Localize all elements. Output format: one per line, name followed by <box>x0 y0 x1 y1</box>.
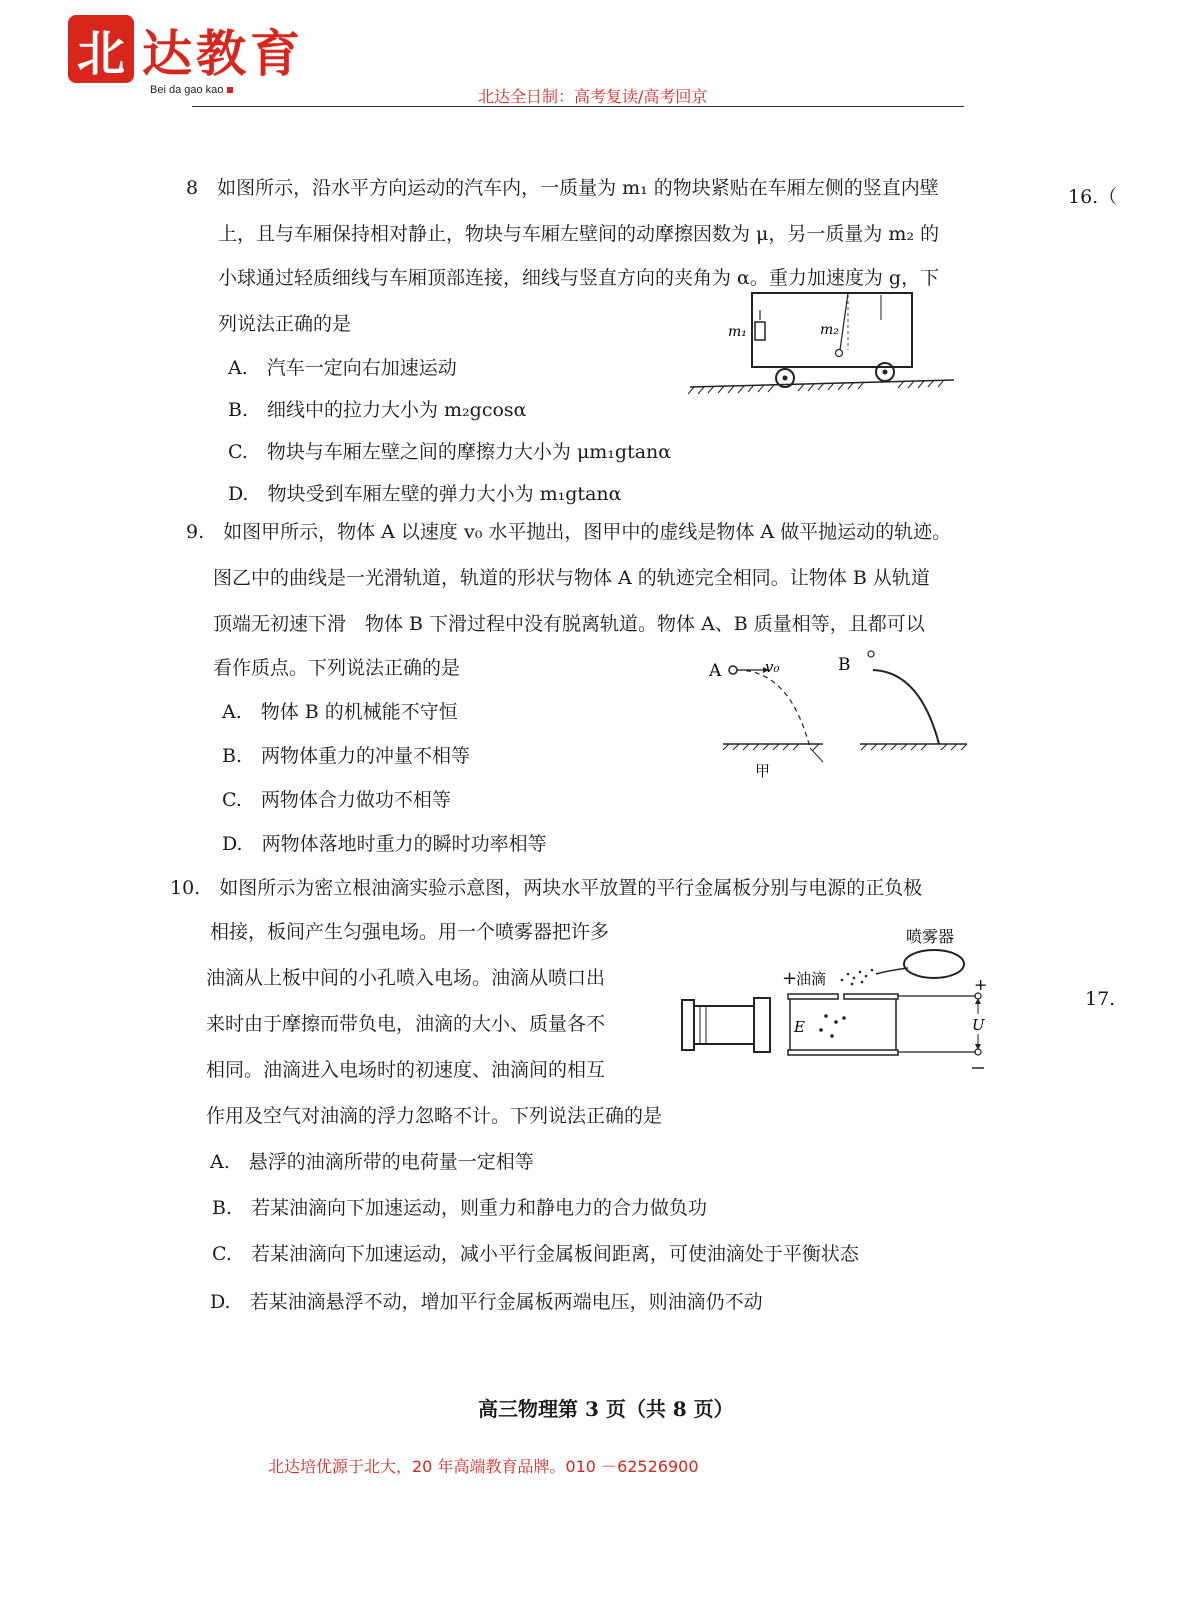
footer-advert: 北达培优源于北大，20 年高端教育品牌。010 －62526900 <box>268 1457 699 1476</box>
q10-label-e: E <box>794 1018 805 1036</box>
q9-option-a: A. 物体 B 的机械能不守恒 <box>222 701 458 723</box>
q10-line-5: 相同。油滴进入电场时的初速度、油滴间的相互 <box>206 1059 606 1081</box>
q10-label-oil: 油滴 <box>796 970 827 988</box>
q8-option-b: B. 细线中的拉力大小为 m₂gcosα <box>228 399 527 421</box>
q8-line-3: 小球通过轻质细线与车厢顶部连接，细线与竖直方向的夹角为 α。重力加速度为 g，下 <box>218 267 940 289</box>
q10-option-d: D. 若某油滴悬浮不动，增加平行金属板两端电压，则油滴仍不动 <box>210 1291 763 1313</box>
q10-line-6: 作用及空气对油滴的浮力忽略不计。下列说法正确的是 <box>206 1105 663 1127</box>
q9-line-3: 顶端无初速下滑 物体 B 下滑过程中没有脱离轨道。物体 A、B 质量相等，且都可以 <box>213 613 925 635</box>
page-number: 高三物理第 3 页（共 8 页） <box>478 1397 734 1421</box>
q10-option-c: C. 若某油滴向下加速运动，减小平行金属板间距离，可使油滴处于平衡状态 <box>212 1243 859 1265</box>
q8-option-c: C. 物块与车厢左壁之间的摩擦力大小为 μm₁gtanα <box>228 441 672 463</box>
q9-label-v0: v₀ <box>765 658 780 676</box>
q8-line-1: 8 如图所示，沿水平方向运动的汽车内，一质量为 m₁ 的物块紧贴在车厢左侧的竖直内壁 <box>186 177 939 199</box>
header-slogan: 北达全日制：高考复读/高考回京 <box>478 87 708 106</box>
q9-line-2: 图乙中的曲线是一光滑轨道，轨道的形状与物体 A 的轨迹完全相同。让物体 B 从轨道 <box>213 567 930 589</box>
q10-millikan-figure <box>676 918 996 1078</box>
q10-label-plus: + <box>782 968 798 989</box>
header-divider <box>192 106 964 107</box>
q9-line-4: 看作质点。下列说法正确的是 <box>213 657 461 679</box>
q10-label-plus-right: + <box>974 975 988 994</box>
q8-label-m1: m₁ <box>728 324 747 340</box>
q10-option-b: B. 若某油滴向下加速运动，则重力和静电力的合力做负功 <box>212 1197 708 1219</box>
q9-line-1: 9. 如图甲所示，物体 A 以速度 v₀ 水平抛出，图甲中的虚线是物体 A 做平抛运动的轨迹。 <box>186 521 952 543</box>
side-number-16: 16.（ <box>1068 186 1118 208</box>
q10-option-a: A. 悬浮的油滴所带的电荷量一定相等 <box>210 1151 534 1173</box>
q8-option-d: D. 物块受到车厢左壁的弹力大小为 m₁gtanα <box>228 483 622 505</box>
q9-option-b: B. 两物体重力的冲量不相等 <box>222 745 471 767</box>
q9-option-c: C. 两物体合力做功不相等 <box>222 789 451 811</box>
q9-projectile-figure <box>705 640 975 785</box>
q9-label-jia: 甲 <box>755 762 771 780</box>
q8-line-2: 上，且与车厢保持相对静止，物块与车厢左壁间的动摩擦因数为 μ，另一质量为 m₂ 的 <box>218 223 940 245</box>
logo-subtitle: Bei da gao kao <box>150 84 233 96</box>
logo-text: 达教育 <box>142 24 304 83</box>
logo-mark: 北 <box>68 15 134 83</box>
q8-line-4: 列说法正确的是 <box>218 313 352 335</box>
q9-label-b: B <box>838 655 851 675</box>
q10-line-4: 来时由于摩擦而带负电，油滴的大小、质量各不 <box>206 1013 606 1035</box>
side-number-17: 17. <box>1085 988 1116 1010</box>
q8-label-m2: m₂ <box>820 322 839 338</box>
q10-line-2: 相接，板间产生匀强电场。用一个喷雾器把许多 <box>210 921 610 943</box>
q9-option-d: D. 两物体落地时重力的瞬时功率相等 <box>222 833 547 855</box>
q8-car-figure <box>688 290 958 402</box>
q10-line-3: 油滴从上板中间的小孔喷入电场。油滴从喷口出 <box>206 967 606 989</box>
q10-label-sprayer: 喷雾器 <box>906 927 955 946</box>
q10-line-1: 10. 如图所示为密立根油滴实验示意图，两块水平放置的平行金属板分别与电源的正负极 <box>170 877 923 899</box>
q8-option-a: A. 汽车一定向右加速运动 <box>228 357 457 379</box>
q9-label-a: A <box>709 661 722 681</box>
q10-label-u: U <box>972 1016 985 1034</box>
